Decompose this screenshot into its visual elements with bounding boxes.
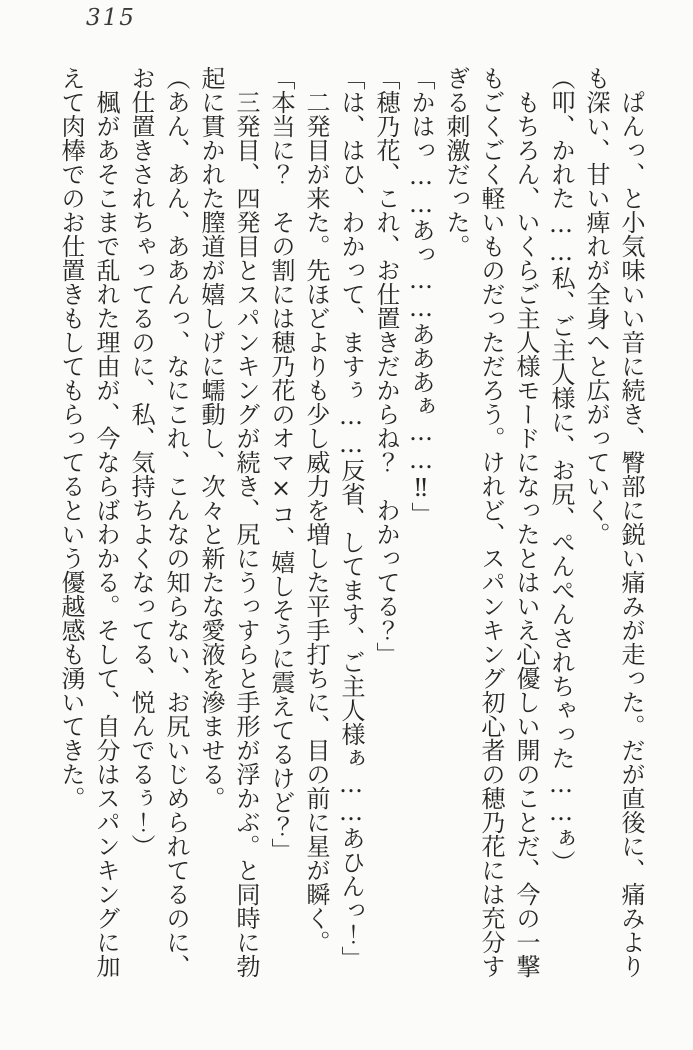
paragraph-dialogue: 「は、はひ、わかって、ますぅ……反省、してます、ご主人様ぁ……あひんっ！」 bbox=[337, 66, 365, 970]
paragraph: （あん、あん、ああんっ、なにこれ、こんなの知らない、お尻いじめられてるのに、お仕置きされちゃってるのに、私、気持ちよくなってる、悦んでるぅ！） bbox=[127, 66, 190, 978]
body-text bbox=[48, 66, 648, 978]
paragraph-dialogue: 「本当に？ その割には穂乃花のオマ×コ、嬉しそうに震えてるけど？」 bbox=[267, 66, 295, 862]
paragraph: 二発目が来た。先ほどよりも少し威力を増した平手打ちに、目の前に星が瞬く。 bbox=[302, 90, 330, 954]
page-number: 315 bbox=[86, 5, 136, 31]
paragraph: 楓があそこまで乱れた理由が、今ならばわかる。そして、自分はスパンキングに加えて肉棒でのお仕置きもしてもらってるという優越感も湧いてきた。 bbox=[57, 66, 120, 978]
paragraph: ぱんっ、と小気味いい音に続き、臀部に鋭い痛みが走った。だが直後に、痛みよりも深い、甘い痺れが全身へと広がっていく。 bbox=[582, 66, 645, 978]
paragraph: （叩、かれた……私、ご主人様に、お尻、ぺんぺんされちゃった……ぁ） bbox=[547, 66, 575, 874]
paragraph-dialogue: 「穂乃花、これ、お仕置きだからね？ わかってる？」 bbox=[372, 66, 400, 666]
paragraph: 三発目、四発目とスパンキングが続き、尻にうっすらと手形が浮かぶ。と同時に勃起に貫かれた膣道が嬉しげに蠕動し、次々と新たな愛液を滲ませる。 bbox=[197, 66, 260, 978]
paragraph-dialogue: 「かはっ……あっ……あああぁ……‼」 bbox=[407, 66, 435, 526]
paragraph: もちろん、いくらご主人様モードになったとはいえ心優しい開のことだ、今の一撃もごくごく軽いものだっただろう。けれど、スパンキング初心者の穂乃花には充分すぎる刺激だった。 bbox=[442, 66, 540, 978]
